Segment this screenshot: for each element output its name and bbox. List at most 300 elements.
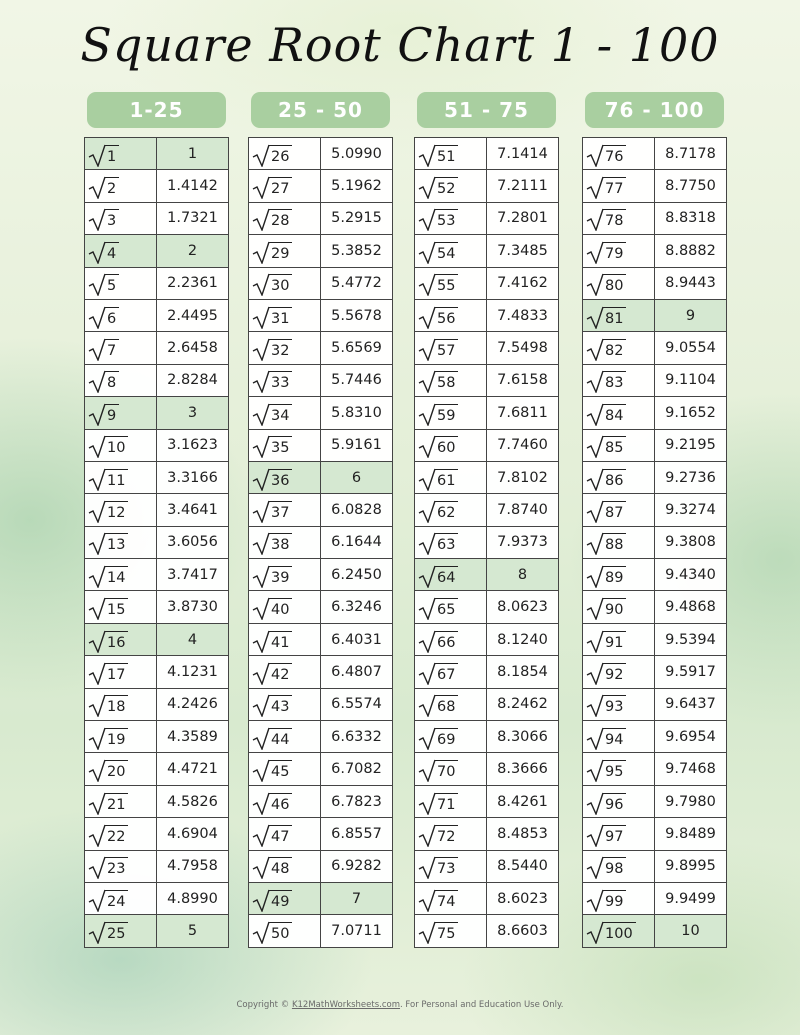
table-row: [415, 170, 559, 202]
radicand-cell: [415, 526, 487, 558]
radicand: 10: [105, 436, 128, 457]
radicand-cell: [583, 559, 655, 591]
table-row: [85, 818, 229, 850]
radicand: 93: [603, 695, 626, 716]
square-root-value: 8: [487, 559, 559, 591]
square-root-value: 9.2736: [655, 461, 727, 493]
square-root-value: 7.8740: [487, 494, 559, 526]
sqrt-expression: [418, 886, 458, 912]
table-row: [85, 526, 229, 558]
radicand-cell: [415, 882, 487, 914]
radicand: 66: [435, 631, 458, 652]
sqrt-expression: [252, 886, 292, 912]
radical-sign-icon: [418, 661, 436, 685]
sqrt-expression: [418, 173, 458, 199]
radicand: 18: [105, 695, 128, 716]
table-row: [583, 235, 727, 267]
sqrt-expression: [88, 724, 128, 750]
sqrt-expression: [252, 821, 292, 847]
radicand-cell: [583, 850, 655, 882]
radical-sign-icon: [88, 758, 106, 782]
sqrt-expression: [252, 756, 292, 782]
sqrt-expression: [418, 529, 458, 555]
radicand: 86: [603, 469, 626, 490]
radicand: 55: [435, 274, 458, 295]
square-root-value: 2.4495: [157, 299, 229, 331]
radical-sign-icon: [88, 920, 106, 944]
radical-sign-icon: [418, 272, 436, 296]
radicand-cell: [85, 915, 157, 947]
sqrt-expression: [418, 562, 458, 588]
square-root-value: 3.1623: [157, 429, 229, 461]
square-root-value: 5.6569: [321, 332, 393, 364]
radicand: 42: [269, 663, 292, 684]
sqrt-expression: [418, 918, 458, 944]
radicand: 85: [603, 436, 626, 457]
square-root-value: 10: [655, 915, 727, 947]
radical-sign-icon: [586, 499, 604, 523]
sqrt-expression: [252, 691, 292, 717]
radicand-cell: [249, 364, 321, 396]
radical-sign-icon: [586, 272, 604, 296]
radicand-cell: [583, 461, 655, 493]
radicand-cell: [85, 882, 157, 914]
radicand-cell: [85, 688, 157, 720]
radicand: 79: [603, 242, 626, 263]
sqrt-expression: [252, 918, 292, 944]
radicand-cell: [415, 915, 487, 947]
radical-sign-icon: [586, 531, 604, 555]
table-row: [583, 656, 727, 688]
radical-sign-icon: [88, 207, 106, 231]
sqrt-expression: [88, 400, 119, 426]
radicand: 76: [603, 145, 626, 166]
table-row: [249, 332, 393, 364]
radical-sign-icon: [252, 726, 270, 750]
radicand-cell: [85, 202, 157, 234]
column-2: [248, 92, 393, 948]
radical-sign-icon: [586, 726, 604, 750]
radicand: 13: [105, 533, 128, 554]
sqrt-expression: [88, 821, 128, 847]
table-row: [583, 850, 727, 882]
radical-sign-icon: [586, 888, 604, 912]
square-root-value: 8.3666: [487, 753, 559, 785]
sqrt-expression: [252, 627, 292, 653]
radical-sign-icon: [418, 240, 436, 264]
radical-sign-icon: [586, 305, 604, 329]
sqrt-expression: [586, 335, 626, 361]
table-row: [249, 818, 393, 850]
radicand-cell: [415, 332, 487, 364]
radicand-cell: [249, 915, 321, 947]
table-row: [249, 170, 393, 202]
radicand: 7: [105, 339, 119, 360]
radical-sign-icon: [586, 791, 604, 815]
radical-sign-icon: [418, 143, 436, 167]
square-root-value: 9.7468: [655, 753, 727, 785]
square-root-value: 5.3852: [321, 235, 393, 267]
table-row: [85, 559, 229, 591]
radicand-cell: [583, 688, 655, 720]
footer-link[interactable]: K12MathWorksheets.com: [291, 1000, 401, 1010]
table-row: [583, 397, 727, 429]
radicand: 57: [435, 339, 458, 360]
table-row: [249, 559, 393, 591]
radical-sign-icon: [418, 693, 436, 717]
radicand-cell: [249, 138, 321, 170]
table-row: [249, 915, 393, 947]
table-row: [85, 429, 229, 461]
radical-sign-icon: [586, 467, 604, 491]
sqrt-expression: [418, 853, 458, 879]
square-root-value: 3.4641: [157, 494, 229, 526]
sqrt-expression: [586, 303, 626, 329]
sqrt-expression: [418, 627, 458, 653]
sqrt-expression: [586, 238, 626, 264]
sqrt-expression: [586, 205, 626, 231]
sqrt-expression: [418, 497, 458, 523]
square-root-value: 3.7417: [157, 559, 229, 591]
radicand: 22: [105, 825, 128, 846]
radicand: 17: [105, 663, 128, 684]
table-row: [583, 202, 727, 234]
radicand-cell: [415, 267, 487, 299]
radicand-cell: [85, 559, 157, 591]
square-root-value: 8.8318: [655, 202, 727, 234]
radicand-cell: [583, 818, 655, 850]
radicand-cell: [249, 785, 321, 817]
radical-sign-icon: [252, 888, 270, 912]
sqrt-expression: [586, 627, 626, 653]
sqrt-expression: [586, 724, 626, 750]
radicand: 30: [269, 274, 292, 295]
table-row: [583, 721, 727, 753]
radical-sign-icon: [252, 143, 270, 167]
radicand-cell: [249, 721, 321, 753]
square-root-value: 8.2462: [487, 688, 559, 720]
radicand: 99: [603, 890, 626, 911]
square-root-value: 6.7823: [321, 785, 393, 817]
radical-sign-icon: [88, 240, 106, 264]
sqrt-expression: [418, 303, 458, 329]
radicand-cell: [85, 850, 157, 882]
radical-sign-icon: [418, 531, 436, 555]
radical-sign-icon: [586, 175, 604, 199]
square-root-value: 7.6158: [487, 364, 559, 396]
radicand: 25: [105, 922, 128, 943]
radicand-cell: [415, 461, 487, 493]
radical-sign-icon: [252, 920, 270, 944]
radicand-cell: [85, 785, 157, 817]
square-root-value: 5.8310: [321, 397, 393, 429]
radicand-cell: [415, 202, 487, 234]
sqrt-expression: [418, 756, 458, 782]
sqrt-expression: [418, 238, 458, 264]
table-row: [85, 364, 229, 396]
radical-sign-icon: [418, 596, 436, 620]
sqrt-expression: [586, 789, 626, 815]
square-root-value: 8.4261: [487, 785, 559, 817]
sqrt-expression: [88, 756, 128, 782]
sqrt-expression: [418, 400, 458, 426]
square-root-value: 1: [157, 138, 229, 170]
square-root-value: 6.1644: [321, 526, 393, 558]
radical-sign-icon: [88, 629, 106, 653]
sqrt-table: [248, 137, 393, 948]
table-row: [85, 494, 229, 526]
square-root-value: 7.2111: [487, 170, 559, 202]
sqrt-expression: [88, 789, 128, 815]
table-row: [415, 656, 559, 688]
radicand-cell: [415, 656, 487, 688]
square-root-value: 9.5917: [655, 656, 727, 688]
radicand-cell: [583, 170, 655, 202]
sqrt-expression: [252, 173, 292, 199]
sqrt-expression: [88, 432, 128, 458]
table-row: [583, 753, 727, 785]
radicand: 71: [435, 793, 458, 814]
radicand: 52: [435, 177, 458, 198]
square-root-value: 8.4853: [487, 818, 559, 850]
square-root-value: 2.8284: [157, 364, 229, 396]
sqrt-expression: [586, 270, 626, 296]
table-row: [583, 785, 727, 817]
table-row: [583, 332, 727, 364]
radical-sign-icon: [418, 758, 436, 782]
radicand-cell: [85, 429, 157, 461]
square-root-value: 4.2426: [157, 688, 229, 720]
table-row: [583, 299, 727, 331]
square-root-value: 9.5394: [655, 623, 727, 655]
radicand-cell: [583, 494, 655, 526]
radical-sign-icon: [252, 369, 270, 393]
sqrt-expression: [586, 756, 626, 782]
table-row: [583, 170, 727, 202]
radicand-cell: [583, 299, 655, 331]
table-row: [85, 688, 229, 720]
table-row: [249, 138, 393, 170]
radicand-cell: [583, 656, 655, 688]
radicand: 37: [269, 501, 292, 522]
radical-sign-icon: [586, 240, 604, 264]
table-row: [249, 753, 393, 785]
square-root-value: 4.8990: [157, 882, 229, 914]
radical-sign-icon: [418, 467, 436, 491]
sqrt-table: [84, 137, 229, 948]
square-root-value: 4.7958: [157, 850, 229, 882]
square-root-value: 4.6904: [157, 818, 229, 850]
square-root-value: 9.8995: [655, 850, 727, 882]
radicand: 75: [435, 922, 458, 943]
radicand-cell: [415, 818, 487, 850]
square-root-value: 5.2915: [321, 202, 393, 234]
sqrt-expression: [252, 562, 292, 588]
radicand-cell: [249, 461, 321, 493]
table-row: [85, 623, 229, 655]
radicand-cell: [85, 526, 157, 558]
radicand: 62: [435, 501, 458, 522]
sqrt-expression: [418, 821, 458, 847]
table-row: [85, 850, 229, 882]
sqrt-table: [582, 137, 727, 948]
radicand: 35: [269, 436, 292, 457]
radical-sign-icon: [88, 499, 106, 523]
radicand: 29: [269, 242, 292, 263]
radicand-cell: [249, 623, 321, 655]
radical-sign-icon: [252, 855, 270, 879]
table-row: [85, 267, 229, 299]
table-row: [583, 591, 727, 623]
square-root-value: 5.7446: [321, 364, 393, 396]
sqrt-expression: [586, 594, 626, 620]
radicand: 24: [105, 890, 128, 911]
radicand: 3: [105, 209, 119, 230]
square-root-value: 7.4833: [487, 299, 559, 331]
radical-sign-icon: [418, 564, 436, 588]
square-root-value: 6.5574: [321, 688, 393, 720]
column-1: [84, 92, 229, 948]
radicand: 23: [105, 857, 128, 878]
radicand-cell: [249, 656, 321, 688]
footer: [0, 1000, 800, 1010]
square-root-value: 7.7460: [487, 429, 559, 461]
radical-sign-icon: [88, 531, 106, 555]
sqrt-expression: [88, 886, 128, 912]
radicand-cell: [583, 138, 655, 170]
sqrt-expression: [252, 238, 292, 264]
radical-sign-icon: [586, 920, 604, 944]
radicand-cell: [85, 397, 157, 429]
radical-sign-icon: [586, 207, 604, 231]
radicand: 40: [269, 598, 292, 619]
radicand-cell: [85, 138, 157, 170]
square-root-value: 9.4868: [655, 591, 727, 623]
sqrt-expression: [586, 853, 626, 879]
radical-sign-icon: [252, 402, 270, 426]
sqrt-expression: [252, 400, 292, 426]
radicand: 9: [105, 404, 119, 425]
table-row: [583, 559, 727, 591]
radicand: 41: [269, 631, 292, 652]
radical-sign-icon: [586, 629, 604, 653]
table-row: [583, 688, 727, 720]
radicand: 89: [603, 566, 626, 587]
radicand-cell: [85, 299, 157, 331]
radicand: 32: [269, 339, 292, 360]
radicand-cell: [85, 753, 157, 785]
radicand-cell: [85, 170, 157, 202]
radicand: 67: [435, 663, 458, 684]
square-root-value: 4: [157, 623, 229, 655]
sqrt-expression: [252, 853, 292, 879]
sqrt-expression: [252, 497, 292, 523]
square-root-value: 2.6458: [157, 332, 229, 364]
table-row: [85, 332, 229, 364]
table-row: [415, 688, 559, 720]
square-root-value: 1.4142: [157, 170, 229, 202]
square-root-value: 8.6023: [487, 882, 559, 914]
square-root-value: 7.5498: [487, 332, 559, 364]
radicand: 81: [603, 307, 626, 328]
sqrt-expression: [586, 432, 626, 458]
square-root-value: 8.6603: [487, 915, 559, 947]
sqrt-expression: [586, 659, 626, 685]
sqrt-expression: [252, 594, 292, 620]
radicand: 16: [105, 631, 128, 652]
square-root-value: 4.3589: [157, 721, 229, 753]
radicand-cell: [249, 170, 321, 202]
radicand: 46: [269, 793, 292, 814]
radical-sign-icon: [586, 402, 604, 426]
radicand-cell: [583, 915, 655, 947]
radicand: 92: [603, 663, 626, 684]
sqrt-expression: [88, 691, 128, 717]
radicand: 95: [603, 760, 626, 781]
sqrt-expression: [586, 367, 626, 393]
table-row: [415, 397, 559, 429]
table-row: [249, 721, 393, 753]
sqrt-expression: [252, 141, 292, 167]
square-root-value: 8.8882: [655, 235, 727, 267]
radical-sign-icon: [88, 661, 106, 685]
table-row: [249, 429, 393, 461]
square-root-value: 3.3166: [157, 461, 229, 493]
radicand-cell: [583, 235, 655, 267]
page-title: Square Root Chart 1 - 100: [80, 18, 720, 72]
radicand-cell: [85, 267, 157, 299]
radical-sign-icon: [586, 143, 604, 167]
radicand: 51: [435, 145, 458, 166]
radical-sign-icon: [418, 855, 436, 879]
radical-sign-icon: [88, 143, 106, 167]
radicand: 59: [435, 404, 458, 425]
square-root-value: 8.7750: [655, 170, 727, 202]
radicand: 56: [435, 307, 458, 328]
radicand: 1: [105, 145, 119, 166]
radicand-cell: [415, 688, 487, 720]
sqrt-expression: [418, 335, 458, 361]
radical-sign-icon: [586, 758, 604, 782]
radical-sign-icon: [88, 791, 106, 815]
radicand-cell: [583, 429, 655, 461]
table-row: [249, 656, 393, 688]
radical-sign-icon: [88, 855, 106, 879]
radical-sign-icon: [418, 175, 436, 199]
radicand: 39: [269, 566, 292, 587]
square-root-value: 8.7178: [655, 138, 727, 170]
radical-sign-icon: [88, 402, 106, 426]
square-root-value: 9.8489: [655, 818, 727, 850]
radical-sign-icon: [252, 175, 270, 199]
sqrt-expression: [88, 497, 128, 523]
square-root-value: 6: [321, 461, 393, 493]
radical-sign-icon: [418, 499, 436, 523]
sqrt-expression: [586, 529, 626, 555]
radical-sign-icon: [88, 369, 106, 393]
radicand-cell: [583, 882, 655, 914]
radical-sign-icon: [586, 823, 604, 847]
radicand: 70: [435, 760, 458, 781]
table-row: [415, 332, 559, 364]
radicand-cell: [85, 494, 157, 526]
square-root-value: 3: [157, 397, 229, 429]
radicand: 78: [603, 209, 626, 230]
square-root-value: 5.1962: [321, 170, 393, 202]
table-row: [415, 299, 559, 331]
sqrt-expression: [586, 465, 626, 491]
radical-sign-icon: [88, 175, 106, 199]
